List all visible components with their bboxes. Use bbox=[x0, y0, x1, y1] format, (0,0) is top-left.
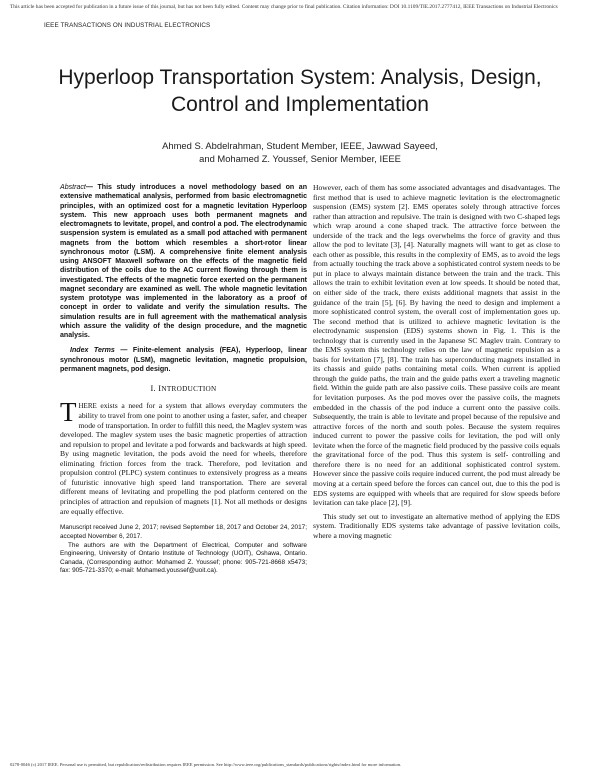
index-terms bbox=[60, 346, 307, 374]
index-terms-label: Index Terms bbox=[70, 347, 115, 355]
drop-cap: T bbox=[60, 396, 77, 427]
footnote-affiliation: The authors are with the Department of Electrical, Computer and software Engineering, University of Ontario Institute of Technology (UOIT), Oshawa, Ontario. Canada, (Corresponding author: Mohamed Z. Youssef; phone: 905-721-8668 x5473; fax: 905-721-3370; e-mail: Mohamed.youssef@uoit.ca). bbox=[60, 541, 307, 575]
acceptance-notice: This article has been accepted for publication in a future issue of this journal, but has not been fully edited. Content may change prior to final publication. Citation information: DOI 10.1109/TIE.2017.2777412, IEEE Transactions on Industrial Electronics bbox=[10, 4, 558, 10]
author-list bbox=[80, 140, 520, 165]
section-title-initial: I bbox=[158, 384, 162, 393]
footnote-received: Manuscript received June 2, 2017; revised September 18, 2017 and October 24, 2017; accepted November 6, 2017. bbox=[60, 524, 307, 540]
index-terms-text: — Finite-element analysis (FEA), Hyperloop, linear synchronous motor (LSM), magnetic levitation, magnetic propulsion, permanent magnets, pod design. bbox=[60, 347, 307, 373]
abstract-label: Abstract bbox=[60, 184, 86, 191]
intro-text: exists a need for a system that allows everyday commuters the ability to travel from one point to another using a faster, safer, and cheaper mode of transportation. In order to fulfill this need, the Maglev system was developed. The maglev system uses the basic magnetic properties of attraction and repulsion to propel and levitate a pod forwards and backwards at high speed. By using magnetic levitation, the pods avoid the need for wheels, therefore eliminating friction forces from the track. Therefore, pod levitation and propulsion control (PLPC) system continues to extensively progress as a means of futuristic innovative high speed land transportation. There are several different means of levitating and propelling the pod platform centered on the principles of attraction and repulsion of magnets [1]. Not all methods or designs are equally effective. bbox=[60, 400, 307, 516]
footnote-block bbox=[60, 524, 307, 575]
journal-name: IEEE TRANSACTIONS ON INDUSTRIAL ELECTRONICS bbox=[44, 22, 211, 29]
intro-paragraph bbox=[60, 396, 307, 517]
section-heading bbox=[60, 384, 307, 395]
body-paragraph-2: This study set out to investigate an alternative method of applying the EDS system. Traditionally EDS systems take advantage of passive levitation coils, where a moving magnetic bbox=[313, 511, 560, 540]
authors-line-2: and Mohamed Z. Youssef, Senior Member, IEEE bbox=[199, 152, 401, 164]
section-title bbox=[158, 384, 216, 393]
section-number: I. bbox=[150, 384, 156, 393]
abstract-text: — This study introduces a novel methodology based on an extensive mathematical analysis, performed from basic electromagnetic principles, with an optimized cost for a magnetic levitation Hyperloop system. This new approach uses both permanent magnets and electromagnets to levitate, propel, and control a pod. The electrodynamic suspension system is emulated as a small pod attached with permanent magnets from the bottom which resembles a short-rotor linear synchronous motor (LSM). A comprehensive finite element analysis using ANSOFT Maxwell software on the effects of the magnetic field distribution of the coils due to the AC current flowing through them is investigated. The effects of the magnetic force exerted on the permanent magnet secondary are examined as well. The whole magnetic levitation system prototype was implemented in the laboratory as a proof of concept in order to validate and verify the simulation results. The simulation results are in full agreement with the mathematical analysis which assure the validity of the design procedure, and the magnetic analysis. bbox=[60, 184, 307, 339]
authors-line-1: Ahmed S. Abdelrahman, Student Member, IEEE, Jawwad Sayeed, bbox=[162, 140, 438, 151]
left-column bbox=[60, 183, 307, 577]
copyright-footer: 0278-0046 (c) 2017 IEEE. Personal use is permitted, but republication/redistribution requires IEEE permission. See http://www.ieee.org/publications_standards/publications/rights/index.html for more information. bbox=[10, 762, 402, 767]
paper-title: Hyperloop Transportation System: Analysis, Design, Control and Implementation bbox=[58, 66, 542, 116]
section-title-rest: NTRODUCTION bbox=[161, 385, 217, 393]
abstract bbox=[60, 183, 307, 340]
right-column bbox=[313, 183, 560, 540]
intro-first-word: HERE bbox=[78, 401, 97, 410]
body-paragraph-1: However, each of them has some associated advantages and disadvantages. The first method that is used to achieve magnetic levitation is the electromagnetic suspension (EMS) system [2]. EMS operates solely through attractive forces rather than attraction and repulsive. The train is designed with two C-shaped legs which wrap around a cone shaped track. The attractive force between the underside of the track and the legs overwhelms the force of gravity and thus allow the pod to levitate [3], [4]. Naturally magnets will want to get as close to each other as possible, this results in the complexity of EMS, as to avoid the legs from actually touching the track above a sophisticated control system needs to be put in place to always maintain distance between the train and the track. This allows the train to exhibit levitation even at low speeds. It should be noted that, on either side of the track, there exists additional magnets that assist in the guidance of the train [5], [6]. By having the need to design and implement a more sophisticated control system, the overall cost of implementation goes up. The second method that is utilized to achieve magnetic levitation is the electrodynamic suspension (EDS) systems shown in Fig. 1. This is the technology that is currently used in the Japanese SC Maglev train. Contrary to the EMS system this technology relies on the law of magnetic repulsion as a basis for levitation [7], [8]. The train has superconducting magnets installed in its chassis and guide paths containing metal coils. When current is applied through the guide paths, the train and the guide paths exert a traveling magnetic field. Within the guide path are also passive coils. These passive coils are meant for levitation purposes. As the pod moves over the passive coils, the magnets embedded in the chassis of the pod induce a current onto the passive coils. Subsequently, the train is able to levitate and propel because of the repulsive and attractive forces of the north and south poles. Because the system requires induced current to power the passive coils for levitation, the pod will only levitate when the force of the magnetic field produced by the passive coils equals the gravitational force of the pod. Thus this system is self- controlling and therefore there is no need for an additional sophisticated control system. However since the passive coils require induced current, the pod must already be moving at a certain speed before the forces can cancel out, due to this the pod is EDS systems are equipped with wheels that are required for slow speeds before levitation can take place [2], [9]. bbox=[313, 183, 560, 508]
